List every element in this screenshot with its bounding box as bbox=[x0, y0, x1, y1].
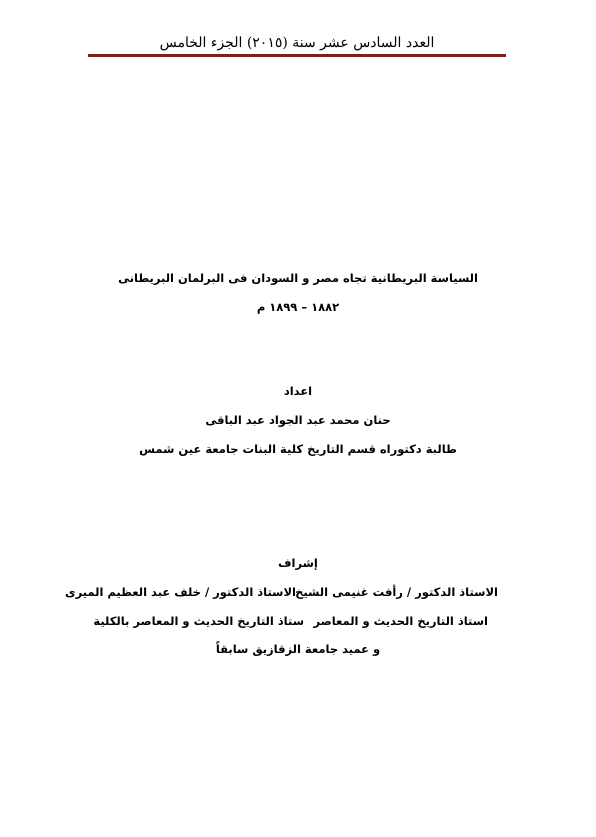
supervisor-1-extra: و عميد جامعة الزقازيق سابقاً bbox=[215, 642, 381, 656]
author-name: حنان محمد عبد الجواد عبد الباقى bbox=[205, 413, 391, 427]
author-affiliation: طالبة دكتوراه قسم التاريخ كلية البنات جامعة عين شمس bbox=[139, 442, 457, 456]
author-label: اعداد bbox=[283, 384, 313, 398]
article-years: ١٨٨٢ – ١٨٩٩ م bbox=[256, 300, 340, 314]
article-title: السياسة البريطانية تجاه مصر و السودان فى البرلمان البريطانى bbox=[118, 271, 478, 285]
supervisor-2-position: ستاذ التاريخ الحديث و المعاصر بالكلية bbox=[93, 614, 304, 628]
supervisor-2-name: الاستاذ الدكتور / خلف عبد العظيم الميرى bbox=[65, 585, 296, 599]
journal-issue-header: العدد السادس عشر سنة (٢٠١٥) الجزء الخامس bbox=[159, 35, 435, 51]
supervision-label: إشراف bbox=[278, 556, 318, 570]
supervisor-1-name: الاستاذ الدكتور / رأفت غنيمى الشيخ bbox=[295, 585, 498, 599]
header-divider bbox=[88, 54, 506, 57]
supervisor-1-position: استاذ التاريخ الحديث و المعاصر bbox=[313, 614, 488, 628]
